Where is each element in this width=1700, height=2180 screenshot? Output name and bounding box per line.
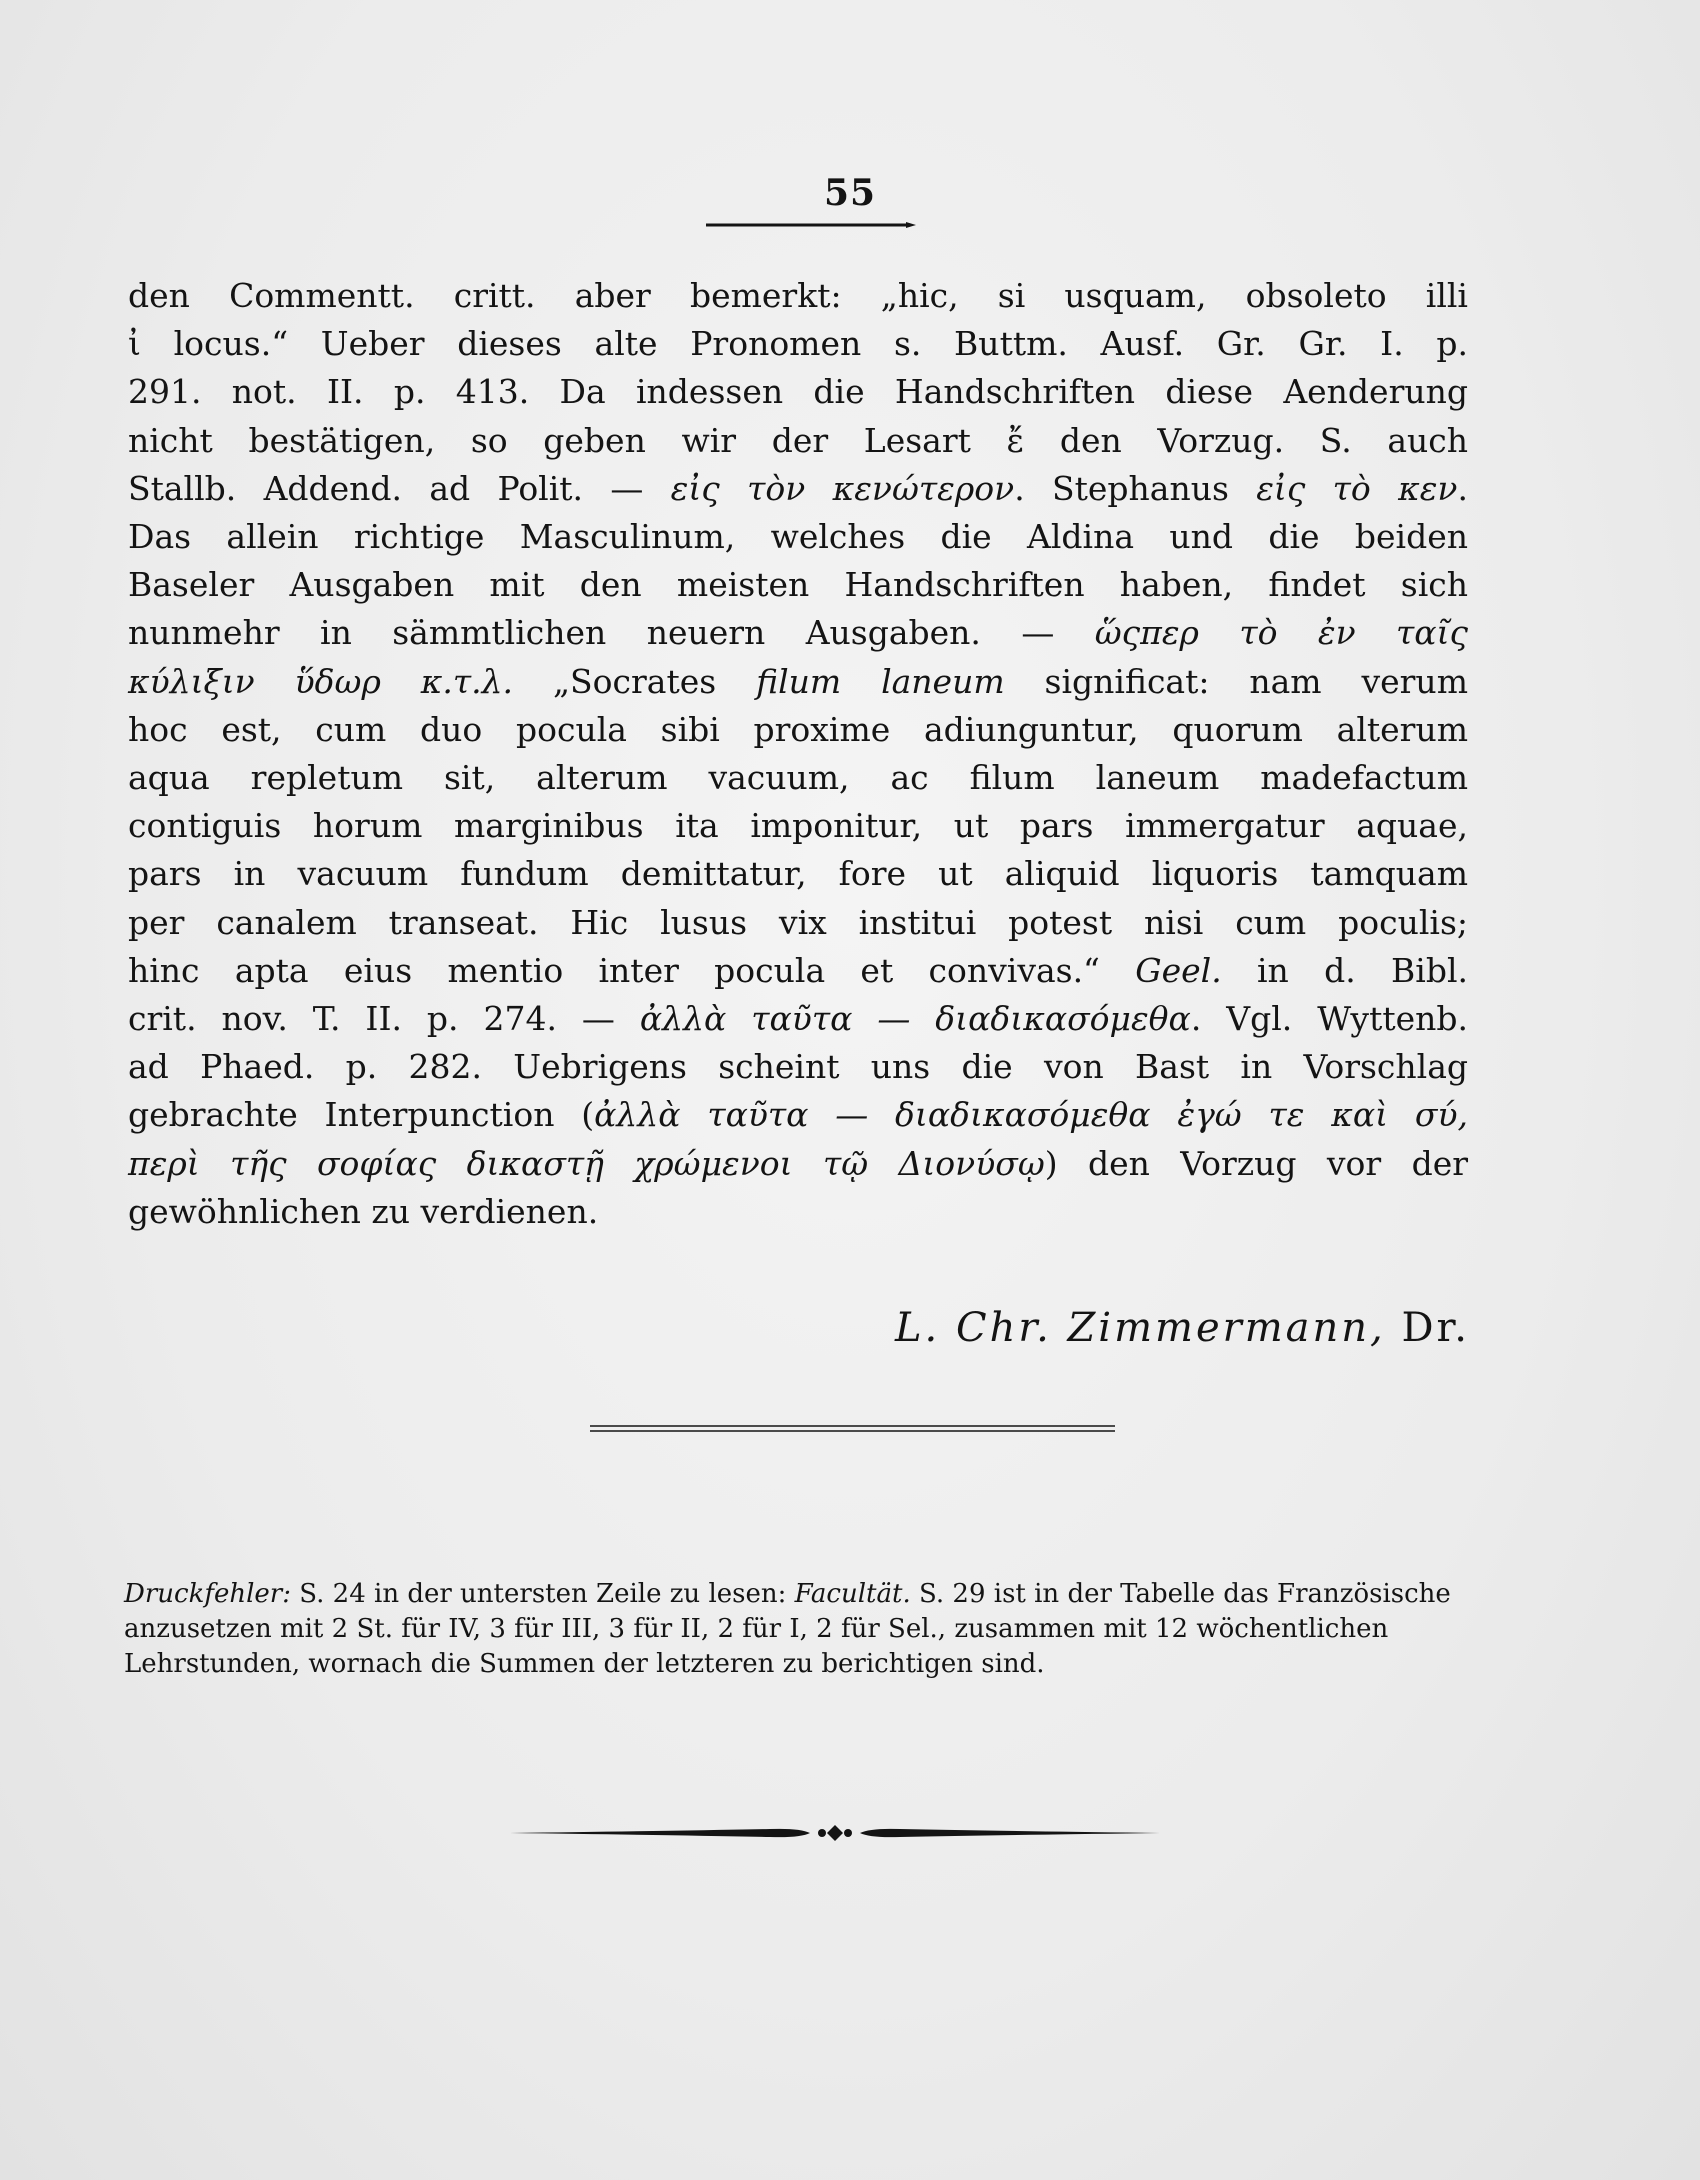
end-ornament xyxy=(510,1818,1160,1848)
text-line-19: περὶ τῆς σοφίας δικαστῇ χρώμενοι τῷ Διονύσῳ) den Vorzug vor der xyxy=(128,1143,1468,1183)
author-name: Geel. xyxy=(1135,950,1222,990)
greek-phrase: ἀλλὰ ταῦτα — διαδικασόμεθα xyxy=(639,999,1191,1039)
text-line-9: κύλιξιν ὕδωρ κ.τ.λ. „Socrates filum laneum significat: nam verum xyxy=(128,661,1468,701)
text-line-8: nunmehr in sämmtlichen neuern Ausgaben. — ὥςπερ τὸ ἐν ταῖς xyxy=(128,613,1469,653)
greek-phrase: κύλιξιν ὕδωρ κ.τ.λ. xyxy=(128,661,514,701)
latin-emphasis: filum laneum xyxy=(756,661,1005,701)
text-line-20: gewöhnlichen zu verdienen. xyxy=(128,1191,599,1231)
author-signature xyxy=(895,1305,1470,1351)
text-line-3: 291. not. II. p. 413. Da indessen die Handschriften diese Aenderung xyxy=(128,372,1468,412)
text-line-10: hoc est, cum duo pocula sibi proxime adiunguntur, quorum alterum xyxy=(128,709,1468,749)
text-line-7: Baseler Ausgaben mit den meisten Handschriften haben, findet sich xyxy=(128,565,1468,605)
text-line-17: ad Phaed. p. 282. Uebrigens scheint uns die von Bast in Vorschlag xyxy=(128,1047,1468,1087)
greek-phrase: ὥςπερ τὸ ἐν ταῖς xyxy=(1094,613,1469,653)
greek-phrase: εἰς τὸν κενώτερον xyxy=(670,468,1015,508)
signature-name: L. Chr. Zimmermann, xyxy=(894,1305,1386,1351)
text-line-5: Stallb. Addend. ad Polit. — εἰς τὸν κενώτερον. Stephanus εἰς τὸ κεν. xyxy=(128,468,1468,508)
greek-phrase: εἰς τὸ κεν xyxy=(1256,468,1458,508)
erratum-text-1: S. 24 in der untersten Zeile zu lesen: xyxy=(299,1579,787,1609)
text-line-2: ἰ locus.“ Ueber dieses alte Pronomen s. Buttm. Ausf. Gr. Gr. I. p. xyxy=(128,324,1468,364)
page-number-rule xyxy=(706,222,916,228)
erratum-text-2: S. 29 ist in der Tabelle das Französische anzusetzen mit 2 St. für IV, 3 für III, 3 für II, 2 für I, 2 für Sel., zusammen mit 12 wöchentlichen Lehrstunden, wornach die Summen der letzteren zu berichtigen sind. xyxy=(124,1579,1451,1679)
erratum-word: Facultät. xyxy=(794,1579,911,1609)
erratum-label: Druckfehler: xyxy=(124,1579,291,1609)
text-line-16: crit. nov. T. II. p. 274. — ἀλλὰ ταῦτα — διαδικασόμεθα. Vgl. Wyttenb. xyxy=(128,999,1468,1039)
text-line-4: nicht bestätigen, so geben wir der Lesart ἔ den Vorzug. S. auch xyxy=(128,420,1468,460)
erratum-note xyxy=(124,1577,1472,1682)
main-text xyxy=(128,272,1468,1236)
section-divider xyxy=(590,1423,1115,1435)
text-line-12: contiguis horum marginibus ita imponitur, ut pars immergatur aquae, xyxy=(128,806,1468,846)
text-line-13: pars in vacuum fundum demittatur, fore ut aliquid liquoris tamquam xyxy=(128,854,1468,894)
text-line-1: den Commentt. critt. aber bemerkt: „hic, si usquam, obsoleto illi xyxy=(128,276,1468,315)
text-line-11: aqua repletum sit, alterum vacuum, ac filum laneum madefactum xyxy=(128,758,1468,798)
page-number: 55 xyxy=(823,172,877,214)
signature-title: Dr. xyxy=(1401,1305,1470,1351)
greek-phrase: ἀλλὰ ταῦτα — διαδικασόμεθα ἐγώ τε καὶ σύ, xyxy=(594,1095,1468,1135)
text-line-14: per canalem transeat. Hic lusus vix institui potest nisi cum poculis; xyxy=(128,902,1468,942)
text-line-6: Das allein richtige Masculinum, welches die Aldina und die beiden xyxy=(128,517,1468,557)
text-line-15: hinc apta eius mentio inter pocula et convivas.“ Geel. in d. Bibl. xyxy=(128,950,1468,990)
text-line-18: gebrachte Interpunction (ἀλλὰ ταῦτα — διαδικασόμεθα ἐγώ τε καὶ σύ, xyxy=(128,1095,1468,1135)
greek-phrase: περὶ τῆς σοφίας δικαστῇ χρώμενοι τῷ Διονύσῳ xyxy=(128,1143,1045,1183)
